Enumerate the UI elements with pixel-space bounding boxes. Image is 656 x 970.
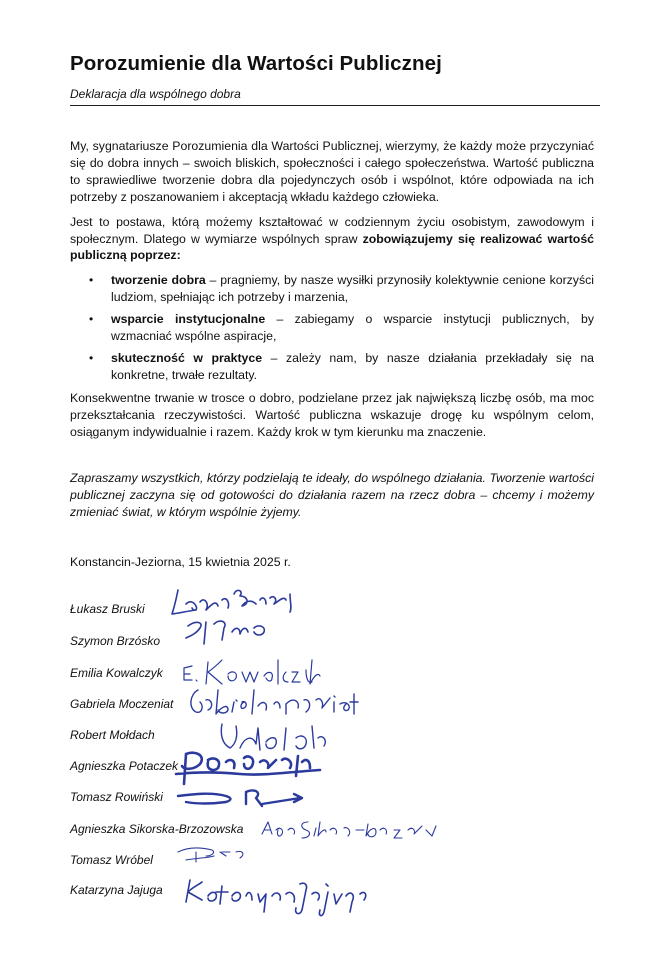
signature-gabriela-moczeniat <box>191 690 358 714</box>
signature-lukasz-bruski <box>172 590 291 614</box>
commitment-paragraph <box>70 214 594 265</box>
signature-agnieszka-potaczek <box>176 753 320 784</box>
commitment-text: – zabiegamy o wsparcie instytucji publicznych, by wzmacniać wspólne aspiracje, <box>111 312 595 344</box>
commitment-text: – zależy nam, by nasze działania przekładały się na konkretne, trwałe rezultaty. <box>111 350 595 382</box>
document-subtitle: Deklaracja dla wspólnego dobra <box>70 87 600 106</box>
bullet-icon: • <box>89 350 94 365</box>
closing-invitation: Zapraszamy wszystkich, którzy podzielają te ideały, do wspólnego działania. Tworzenie wartości publicznej zaczyna się od gotowości do działania razem na rzecz dobra – chcemy i możemy zmieniać świat, w którym wspólnie żyjemy. <box>70 471 594 520</box>
commitment-term: skuteczność w praktyce <box>111 350 263 365</box>
list-item <box>70 272 594 306</box>
commitment-term: tworzenie dobra <box>111 273 206 288</box>
declaration-body <box>70 138 594 449</box>
signature-agnieszka-sikorska-brzozowska <box>262 822 436 838</box>
signature-szymon-brzosko <box>186 621 264 644</box>
signatory-name: Łukasz Bruski <box>70 602 145 616</box>
third-paragraph: Konsekwentne trwanie w trosce o dobro, podzielane przez jak największą liczbę osób, ma moc przekształcania rzeczywistości. Wartość publiczna wskazuje drogę ku wspólnym celom, osiąganym indywidualnie i razem. Każdy krok w tym kierunku ma znaczenie. <box>70 390 594 439</box>
signatory-name: Emilia Kowalczyk <box>70 666 163 680</box>
signatory-name: Tomasz Wróbel <box>70 853 153 867</box>
bullet-icon: • <box>89 273 94 288</box>
signature-tomasz-wrobel <box>178 848 243 862</box>
commitment-text: – pragniemy, by nasze wysiłki przynosiły kolektywnie cenione korzyści ludziom, spełniając ich potrzeby i marzenia, <box>111 273 594 305</box>
signatory-name: Robert Mołdach <box>70 728 155 742</box>
signature-emilia-kowalczyk <box>184 660 320 684</box>
signature-katarzyna-jajuga <box>186 880 366 916</box>
signatory-name: Gabriela Moczeniat <box>70 697 174 711</box>
signatory-name: Tomasz Rowiński <box>70 790 163 804</box>
intro-paragraph: My, sygnatariusze Porozumienia dla Wartości Publicznej, wierzymy, że każdy może przyczyniać się do dobra innych – swoich bliskich, społeczności i całego społeczeństwa. Wartość publiczna to sprawiedliwe tworzenie dobra dla pojedynczych osób i wspólnot, które odpowiada na ich potrzeby z poszanowaniem i akceptacją wkładu każdego człowieka. <box>70 139 594 204</box>
commitment-term: wsparcie instytucjonalne <box>111 312 266 327</box>
list-item <box>70 311 594 345</box>
signatory-name: Agnieszka Potaczek <box>70 759 179 773</box>
commitment-paragraph-text: Jest to postawa, którą możemy kształtować w codziennym życiu osobistym, zawodowym i społecznym. Dlatego w wymiarze wspólnych spraw <box>70 214 594 246</box>
commitments-list <box>70 272 594 383</box>
bullet-icon: • <box>89 312 94 327</box>
signature-tomasz-rowinski <box>178 790 302 806</box>
document-title: Porozumienie dla Wartości Publicznej <box>70 52 442 75</box>
signatory-name: Katarzyna Jajuga <box>70 883 163 897</box>
signature-robert-moldach <box>221 724 325 750</box>
place-date: Konstancin-Jeziorna, 15 kwietnia 2025 r. <box>70 555 291 569</box>
list-item <box>70 350 594 384</box>
signatory-name: Szymon Brzósko <box>70 634 161 648</box>
signatory-name: Agnieszka Sikorska-Brzozowska <box>70 822 244 836</box>
commitment-colon: : <box>176 248 181 263</box>
commitment-statement: zobowiązujemy się realizować wartość publiczną poprzez <box>70 231 594 263</box>
